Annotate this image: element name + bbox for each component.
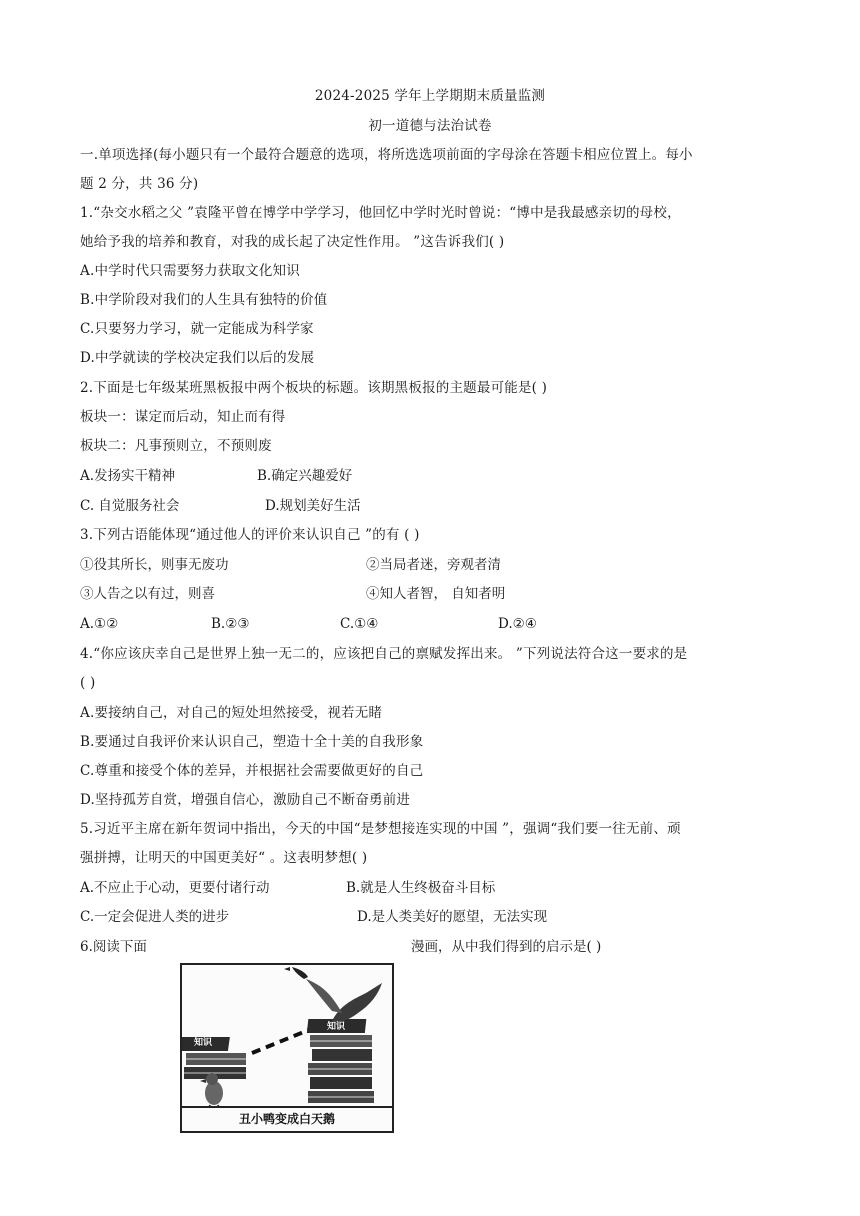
q1-option-b: B.中学阶段对我们的人生具有独特的价值 (80, 292, 328, 308)
q6-stem-right: 漫画，从中我们得到的启示是( ) (411, 939, 602, 955)
q2-option-a: A.发扬实干精神 (80, 468, 176, 484)
q3-statement-4: ④知人者智， 自知者明 (366, 586, 506, 602)
exam-title: 2024-2025 学年上学期期末质量监测 (314, 88, 546, 104)
q4-option-d: D.坚持孤芳自赏，增强自信心，激励自己不断奋勇前进 (80, 792, 411, 808)
q2-option-d: D.规划美好生活 (265, 498, 361, 514)
left-book-stack (182, 1037, 246, 1079)
left-book-label: 知识 (194, 1038, 213, 1048)
q2-stem: 2.下面是七年级某班黑板报中两个板块的标题。该期黑板报的主题最可能是( ) (80, 380, 548, 396)
q2-block1: 板块一：谋定而后动，知止而有得 (80, 409, 286, 425)
q3-stem: 3.下列古语能体现“通过他人的评价来认识自己 ”的有 ( ) (80, 527, 420, 543)
right-book-label: 知识 (327, 1022, 346, 1032)
q5-option-b: B.就是人生终极奋斗目标 (346, 880, 496, 896)
q1-stem-line2: 她给予我的培养和教育，对我的成长起了决定性作用。 ”这告诉我们( ) (80, 234, 505, 250)
swan-icon (284, 967, 382, 1023)
q1-stem-line1: 1.“杂交水稻之父 ”袁隆平曾在博学中学学习，他回忆中学时光时曾说：“博中是我最感亲切的母校， (80, 205, 681, 221)
q3-option-d: D.②④ (498, 616, 537, 632)
section-instructions-line2: 题 2 分，共 36 分) (80, 176, 199, 192)
q3-statement-3: ③人告之以有过，则喜 (80, 586, 215, 602)
q2-option-c: C. 自觉服务社会 (80, 498, 180, 514)
q4-stem-line2: ( ) (80, 675, 96, 691)
section-instructions-line1: 一.单项选择(每小题只有一个最符合题意的选项，将所选选项前面的字母涂在答题卡相应位置上。每小 (80, 147, 693, 163)
q5-stem-line2: 强拼搏，让明天的中国更美好“ 。这表明梦想( ) (80, 850, 368, 866)
q4-option-b: B.要通过自我评价来认识自己，塑造十全十美的自我形象 (80, 734, 424, 750)
q3-option-b: B.②③ (211, 616, 250, 632)
q2-block2: 板块二：凡事预则立，不预则废 (80, 438, 272, 454)
q5-stem-line1: 5.习近平主席在新年贺词中指出，今天的中国“是梦想接连实现的中国 ”，强调“我们要一往无前、顽 (80, 821, 681, 837)
q3-option-c: C.①④ (340, 616, 379, 632)
q1-option-c: C.只要努力学习，就一定能成为科学家 (80, 321, 314, 337)
q6-stem-left: 6.阅读下面 (80, 939, 147, 955)
q3-statement-1: ①役其所长，则事无废功 (80, 557, 229, 573)
dashed-progress-line (252, 1027, 316, 1053)
q3-statement-2: ②当局者迷，旁观者清 (366, 557, 501, 573)
q4-option-c: C.尊重和接受个体的差异，并根据社会需要做更好的自己 (80, 763, 424, 779)
q5-option-c: C.一定会促进人类的进步 (80, 909, 230, 925)
cartoon-ugly-duckling (180, 963, 394, 1133)
cartoon-caption: 丑小鸭变成白天鹅 (182, 1106, 392, 1127)
q1-option-d: D.中学就读的学校决定我们以后的发展 (80, 350, 315, 366)
q1-option-a: A.中学时代只需要努力获取文化知识 (80, 263, 300, 279)
q4-stem-line1: 4.“你应该庆幸自己是世界上独一无二的，应该把自己的禀赋发挥出来。 ”下列说法符合这一要求的是 (80, 646, 688, 662)
exam-subtitle: 初一道德与法治试卷 (368, 118, 492, 134)
q5-option-d: D.是人类美好的愿望，无法实现 (357, 909, 548, 925)
q5-option-a: A.不应止于心动，更要付诸行动 (80, 880, 270, 896)
q3-option-a: A.①② (80, 616, 119, 632)
q2-option-b: B.确定兴趣爱好 (257, 468, 353, 484)
q4-option-a: A.要接纳自己，对自己的短处坦然接受，视若无睹 (80, 705, 383, 721)
